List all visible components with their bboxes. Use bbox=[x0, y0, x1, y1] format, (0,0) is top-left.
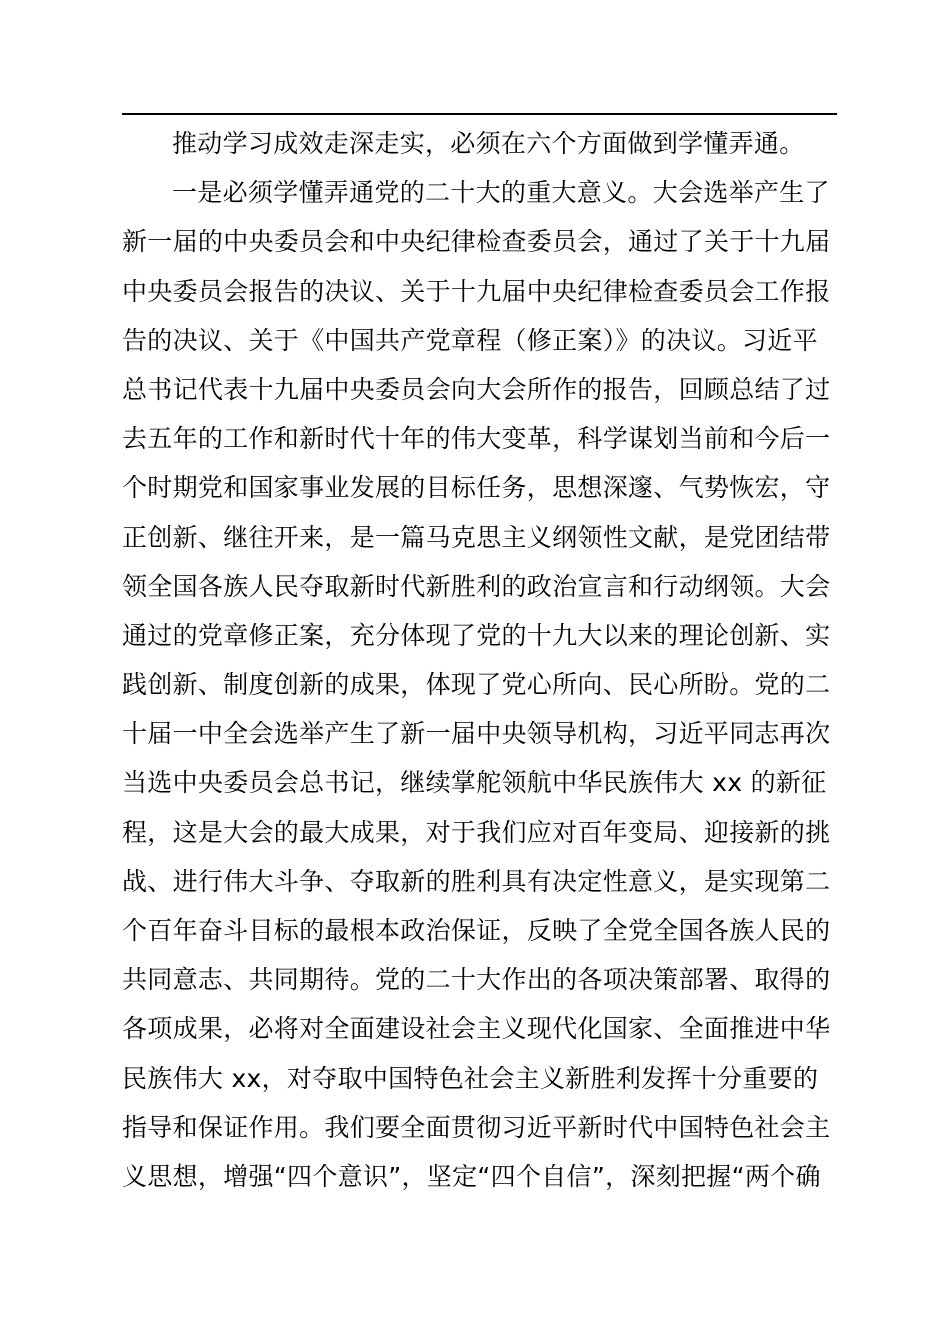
paragraph-line: 践创新、制度创新的成果，体现了党心所向、民心所盼。党的二 bbox=[122, 670, 831, 700]
paragraph-line: 十届一中全会选举产生了新一届中央领导机构，习近平同志再次 bbox=[122, 719, 831, 749]
paragraph-line: 去五年的工作和新时代十年的伟大变革，科学谋划当前和今后一 bbox=[122, 424, 831, 454]
header-rule bbox=[122, 113, 837, 115]
paragraph-line: 正创新、继往开来，是一篇马克思主义纲领性文献，是党团结带 bbox=[122, 522, 831, 552]
paragraph-line: 战、进行伟大斗争、夺取新的胜利具有决定性意义，是实现第二 bbox=[122, 866, 831, 896]
paragraph-line: 领全国各族人民夺取新时代新胜利的政治宣言和行动纲领。大会 bbox=[122, 571, 831, 601]
paragraph-line: 民族伟大 xx，对夺取中国特色社会主义新胜利发挥十分重要的 bbox=[122, 1063, 819, 1093]
paragraph-line: 程，这是大会的最大成果，对于我们应对百年变局、迎接新的挑 bbox=[122, 817, 831, 847]
paragraph-line: 告的决议、关于《中国共产党章程（修正案）》的决议。习近平 bbox=[122, 325, 818, 355]
paragraph-line: 义思想，增强“四个意识”，坚定“四个自信”，深刻把握“两个确 bbox=[122, 1161, 821, 1191]
paragraph-line: 各项成果，必将对全面建设社会主义现代化国家、全面推进中华 bbox=[122, 1014, 831, 1044]
paragraph-line: 新一届的中央委员会和中央纪律检查委员会，通过了关于十九届 bbox=[122, 227, 831, 257]
paragraph-line: 共同意志、共同期待。党的二十大作出的各项决策部署、取得的 bbox=[122, 965, 831, 995]
intro-paragraph: 推动学习成效走深走实，必须在六个方面做到学懂弄通。 bbox=[172, 129, 805, 158]
paragraph-line: 当选中央委员会总书记，继续掌舵领航中华民族伟大 xx 的新征 bbox=[122, 768, 827, 798]
paragraph-line: 中央委员会报告的决议、关于十九届中央纪律检查委员会工作报 bbox=[122, 276, 831, 306]
main-paragraph bbox=[122, 168, 840, 1201]
paragraph-line: 个时期党和国家事业发展的目标任务，思想深邃、气势恢宏，守 bbox=[122, 473, 831, 503]
paragraph-line: 通过的党章修正案，充分体现了党的十九大以来的理论创新、实 bbox=[122, 620, 831, 650]
paragraph-line: 个百年奋斗目标的最根本政治保证，反映了全党全国各族人民的 bbox=[122, 916, 831, 946]
paragraph-line: 一是必须学懂弄通党的二十大的重大意义。大会选举产生了 bbox=[172, 178, 830, 208]
document-body bbox=[122, 119, 840, 1201]
paragraph-line: 总书记代表十九届中央委员会向大会所作的报告，回顾总结了过 bbox=[122, 374, 831, 404]
paragraph-line: 指导和保证作用。我们要全面贯彻习近平新时代中国特色社会主 bbox=[122, 1112, 831, 1142]
